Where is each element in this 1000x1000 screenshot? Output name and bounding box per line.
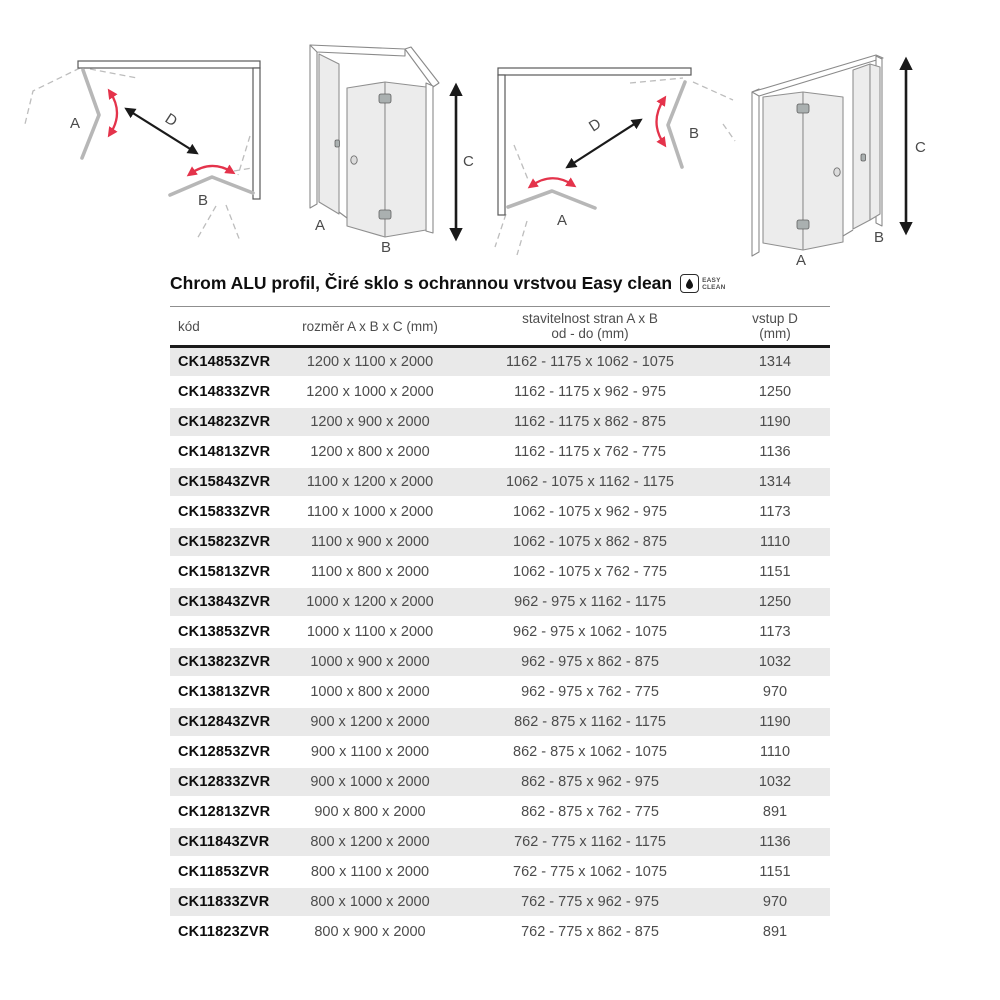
hinge-top bbox=[797, 104, 809, 113]
swing-arrows bbox=[531, 99, 664, 186]
product-code: CK15823ZVR bbox=[170, 527, 280, 557]
hinge-side bbox=[861, 154, 866, 161]
table-row bbox=[170, 797, 830, 827]
entry-width-arrow bbox=[128, 110, 195, 152]
title-row bbox=[170, 273, 726, 294]
dimensions-a-b-c: 900 x 1100 x 2000 bbox=[280, 737, 460, 767]
diagram-plan-view-right bbox=[483, 28, 738, 268]
adjustability-range: 1162 - 1175 x 1062 - 1075 bbox=[460, 347, 720, 378]
adjustability-range: 862 - 875 x 962 - 975 bbox=[460, 767, 720, 797]
adjustability-range: 1162 - 1175 x 862 - 875 bbox=[460, 407, 720, 437]
product-code: CK14823ZVR bbox=[170, 407, 280, 437]
dimensions-a-b-c: 1000 x 1100 x 2000 bbox=[280, 617, 460, 647]
swing-arrow-b bbox=[190, 166, 232, 174]
entry-width-d: 1314 bbox=[720, 467, 830, 497]
entry-width-d: 1136 bbox=[720, 437, 830, 467]
swing-arrows bbox=[110, 92, 232, 174]
adjustability-range: 862 - 875 x 1162 - 1175 bbox=[460, 707, 720, 737]
dimensions-a-b-c: 1200 x 1000 x 2000 bbox=[280, 377, 460, 407]
col-header-kod: kód bbox=[170, 307, 280, 347]
adjustability-range: 762 - 775 x 1062 - 1075 bbox=[460, 857, 720, 887]
hinge-top bbox=[379, 94, 391, 103]
hinge-bottom bbox=[379, 210, 391, 219]
table-row bbox=[170, 497, 830, 527]
product-code: CK11833ZVR bbox=[170, 887, 280, 917]
dimensions-a-b-c: 900 x 1200 x 2000 bbox=[280, 707, 460, 737]
dimensions-a-b-c: 800 x 1000 x 2000 bbox=[280, 887, 460, 917]
entry-width-d: 1250 bbox=[720, 377, 830, 407]
adjustability-range: 862 - 875 x 762 - 775 bbox=[460, 797, 720, 827]
table-row bbox=[170, 437, 830, 467]
door-swing-ghosts bbox=[25, 68, 252, 241]
label-c: C bbox=[463, 153, 474, 170]
entry-width-d: 891 bbox=[720, 797, 830, 827]
table-row bbox=[170, 767, 830, 797]
entry-width-d: 1110 bbox=[720, 737, 830, 767]
label-c: C bbox=[915, 139, 926, 156]
dimensions-a-b-c: 1200 x 1100 x 2000 bbox=[280, 347, 460, 378]
door-a bbox=[508, 191, 595, 208]
adjustability-range: 962 - 975 x 1062 - 1075 bbox=[460, 617, 720, 647]
table-row bbox=[170, 527, 830, 557]
tray-edge bbox=[339, 212, 347, 218]
entry-width-d: 1190 bbox=[720, 407, 830, 437]
dimensions-a-b-c: 1000 x 800 x 2000 bbox=[280, 677, 460, 707]
dimensions-a-b-c: 1200 x 900 x 2000 bbox=[280, 407, 460, 437]
easy-clean-line1: EASY bbox=[702, 276, 721, 284]
entry-width-d: 1110 bbox=[720, 527, 830, 557]
adjustability-range: 762 - 775 x 862 - 875 bbox=[460, 917, 720, 947]
easy-clean-badge bbox=[680, 274, 725, 293]
swing-arrow-a bbox=[110, 92, 117, 134]
product-code: CK11853ZVR bbox=[170, 857, 280, 887]
adjustability-range: 962 - 975 x 762 - 775 bbox=[460, 677, 720, 707]
adjustability-range: 862 - 875 x 1062 - 1075 bbox=[460, 737, 720, 767]
product-code: CK15843ZVR bbox=[170, 467, 280, 497]
product-code: CK14813ZVR bbox=[170, 437, 280, 467]
dimension-labels bbox=[70, 110, 208, 209]
swing-arrow-b bbox=[657, 99, 665, 144]
label-d: D bbox=[585, 115, 605, 136]
adjustability-range: 962 - 975 x 862 - 875 bbox=[460, 647, 720, 677]
table-row bbox=[170, 917, 830, 947]
label-d: D bbox=[161, 110, 181, 131]
side-panel-a bbox=[319, 54, 339, 214]
table-row bbox=[170, 677, 830, 707]
dimensions-a-b-c: 800 x 900 x 2000 bbox=[280, 917, 460, 947]
entry-width-d: 1151 bbox=[720, 557, 830, 587]
header-row bbox=[170, 307, 830, 347]
dimensions-a-b-c: 1000 x 900 x 2000 bbox=[280, 647, 460, 677]
product-code: CK14853ZVR bbox=[170, 347, 280, 378]
water-drop-glyph bbox=[683, 277, 696, 290]
label-a: A bbox=[70, 115, 81, 132]
product-code: CK11823ZVR bbox=[170, 917, 280, 947]
folding-doors bbox=[508, 82, 685, 208]
door-handle bbox=[834, 168, 840, 176]
adjustability-range: 1062 - 1075 x 762 - 775 bbox=[460, 557, 720, 587]
hinge-bottom bbox=[797, 220, 809, 229]
dimensions-a-b-c: 900 x 800 x 2000 bbox=[280, 797, 460, 827]
door-b bbox=[668, 82, 685, 167]
dimensions-a-b-c: 1200 x 800 x 2000 bbox=[280, 437, 460, 467]
side-panel-b-back bbox=[870, 64, 880, 220]
label-a: A bbox=[315, 217, 326, 234]
dimensions-a-b-c: 1100 x 900 x 2000 bbox=[280, 527, 460, 557]
adjustability-range: 1062 - 1075 x 962 - 975 bbox=[460, 497, 720, 527]
entry-width-d: 970 bbox=[720, 887, 830, 917]
entry-width-d: 1173 bbox=[720, 497, 830, 527]
dimension-labels bbox=[557, 115, 699, 229]
product-code: CK13843ZVR bbox=[170, 587, 280, 617]
table-row bbox=[170, 347, 830, 378]
product-code: CK12833ZVR bbox=[170, 767, 280, 797]
dimensions-a-b-c: 1000 x 1200 x 2000 bbox=[280, 587, 460, 617]
folding-doors bbox=[82, 70, 253, 195]
adjustability-range: 762 - 775 x 962 - 975 bbox=[460, 887, 720, 917]
table-row bbox=[170, 857, 830, 887]
label-b: B bbox=[198, 192, 209, 209]
spec-table-head bbox=[170, 307, 830, 347]
product-code: CK13853ZVR bbox=[170, 617, 280, 647]
side-panel-b-front bbox=[853, 64, 870, 229]
tray-edge bbox=[843, 230, 853, 236]
label-b: B bbox=[381, 239, 392, 256]
dimensions-a-b-c: 800 x 1100 x 2000 bbox=[280, 857, 460, 887]
page-title: Chrom ALU profil, Čiré sklo s ochrannou vrstvou Easy clean bbox=[170, 273, 673, 293]
adjustability-range: 762 - 775 x 1162 - 1175 bbox=[460, 827, 720, 857]
spec-table-body bbox=[170, 347, 830, 948]
table-row bbox=[170, 617, 830, 647]
product-code: CK12843ZVR bbox=[170, 707, 280, 737]
table-row bbox=[170, 647, 830, 677]
diagram-plan-view-left bbox=[20, 25, 270, 260]
product-code: CK12853ZVR bbox=[170, 737, 280, 767]
hinge-side bbox=[335, 140, 340, 147]
product-code: CK13813ZVR bbox=[170, 677, 280, 707]
adjustability-range: 1062 - 1075 x 862 - 875 bbox=[460, 527, 720, 557]
entry-width-arrow bbox=[569, 121, 639, 166]
product-code: CK12813ZVR bbox=[170, 797, 280, 827]
table-row bbox=[170, 377, 830, 407]
col-header-rozmer: rozměr A x B x C (mm) bbox=[280, 307, 460, 347]
swing-arrow-a bbox=[531, 178, 573, 186]
spec-table bbox=[170, 306, 830, 948]
adjustability-range: 1162 - 1175 x 762 - 775 bbox=[460, 437, 720, 467]
dimensions-a-b-c: 1100 x 800 x 2000 bbox=[280, 557, 460, 587]
label-a: A bbox=[796, 252, 807, 269]
table-row bbox=[170, 887, 830, 917]
entry-width-d: 1151 bbox=[720, 857, 830, 887]
dimensions-a-b-c: 900 x 1000 x 2000 bbox=[280, 767, 460, 797]
walls bbox=[78, 61, 260, 199]
entry-width-d: 1250 bbox=[720, 587, 830, 617]
table-row bbox=[170, 587, 830, 617]
adjustability-range: 1162 - 1175 x 962 - 975 bbox=[460, 377, 720, 407]
door-b bbox=[170, 177, 253, 195]
easy-clean-line2: CLEAN bbox=[702, 283, 726, 291]
door-handle bbox=[351, 156, 357, 164]
dimensions-a-b-c: 800 x 1200 x 2000 bbox=[280, 827, 460, 857]
table-row bbox=[170, 827, 830, 857]
entry-width-d: 1173 bbox=[720, 617, 830, 647]
dimensions-a-b-c: 1100 x 1200 x 2000 bbox=[280, 467, 460, 497]
product-code: CK15833ZVR bbox=[170, 497, 280, 527]
diagram-iso-view-left bbox=[295, 30, 480, 275]
product-code: CK14833ZVR bbox=[170, 377, 280, 407]
col-header-vstup: vstup D (mm) bbox=[720, 307, 830, 347]
door-swing-ghosts bbox=[495, 78, 735, 255]
product-code: CK11843ZVR bbox=[170, 827, 280, 857]
adjustability-range: 1062 - 1075 x 1162 - 1175 bbox=[460, 467, 720, 497]
product-code: CK15813ZVR bbox=[170, 557, 280, 587]
label-b: B bbox=[689, 125, 700, 142]
entry-width-d: 1314 bbox=[720, 347, 830, 378]
table-row bbox=[170, 467, 830, 497]
label-b: B bbox=[874, 229, 885, 246]
entry-width-d: 1032 bbox=[720, 767, 830, 797]
table-row bbox=[170, 557, 830, 587]
dimensions-a-b-c: 1100 x 1000 x 2000 bbox=[280, 497, 460, 527]
table-row bbox=[170, 737, 830, 767]
table-row bbox=[170, 407, 830, 437]
entry-width-d: 1190 bbox=[720, 707, 830, 737]
water-drop-icon bbox=[680, 274, 699, 293]
entry-width-d: 970 bbox=[720, 677, 830, 707]
entry-width-d: 1136 bbox=[720, 827, 830, 857]
col-header-stavitelnost: stavitelnost stran A x B od - do (mm) bbox=[460, 307, 720, 347]
door-a bbox=[82, 70, 99, 158]
product-code: CK13823ZVR bbox=[170, 647, 280, 677]
easy-clean-label bbox=[702, 277, 725, 291]
diagram-iso-view-right bbox=[738, 30, 943, 278]
entry-width-d: 1032 bbox=[720, 647, 830, 677]
adjustability-range: 962 - 975 x 1162 - 1175 bbox=[460, 587, 720, 617]
label-a: A bbox=[557, 212, 568, 229]
entry-width-d: 891 bbox=[720, 917, 830, 947]
table-row bbox=[170, 707, 830, 737]
